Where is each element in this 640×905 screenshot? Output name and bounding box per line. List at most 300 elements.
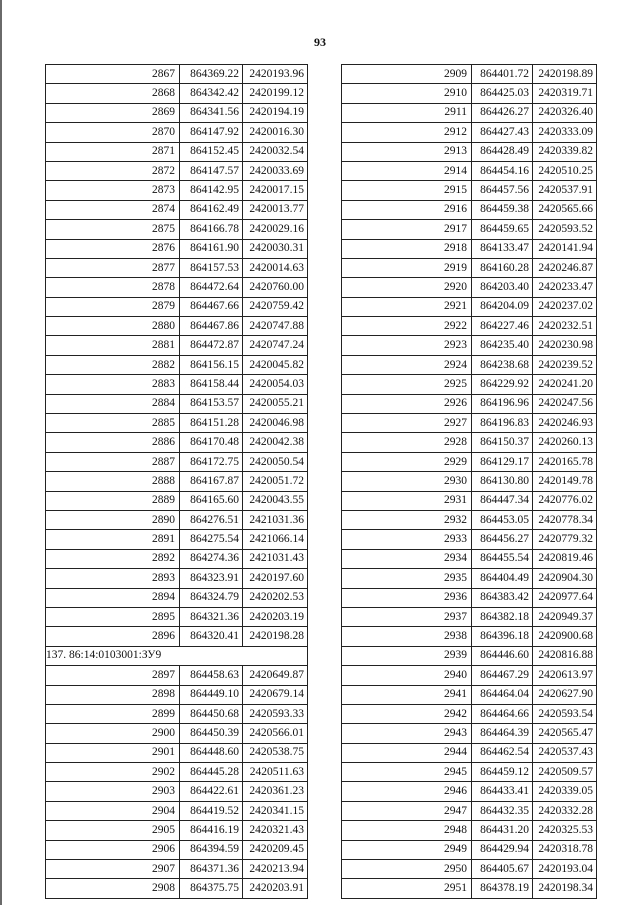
- coordinates-table-right: [341, 64, 597, 899]
- point-number-cell: 2937: [342, 607, 472, 626]
- point-number-cell: 2917: [342, 220, 472, 239]
- coordinates-table-left-body: [46, 65, 308, 899]
- y-coordinate-cell: 2420332.28: [533, 801, 597, 820]
- x-coordinate-cell: 864426.27: [472, 103, 533, 122]
- point-number-cell: 2902: [46, 763, 180, 782]
- y-coordinate-cell: 2420198.28: [243, 627, 308, 646]
- table-row: [342, 123, 597, 142]
- y-coordinate-cell: 2420904.30: [533, 569, 597, 588]
- y-coordinate-cell: 2420198.89: [533, 65, 597, 84]
- point-number-cell: 2938: [342, 627, 472, 646]
- y-coordinate-cell: 2420194.19: [243, 103, 308, 122]
- y-coordinate-cell: 2420325.53: [533, 821, 597, 840]
- coordinates-table-left: [45, 64, 308, 899]
- table-row: [342, 530, 597, 549]
- table-row: [46, 510, 308, 529]
- y-coordinate-cell: 2420247.56: [533, 394, 597, 413]
- x-coordinate-cell: 864431.20: [472, 821, 533, 840]
- table-row: [342, 821, 597, 840]
- table-row: [46, 297, 308, 316]
- table-row: [46, 704, 308, 723]
- x-coordinate-cell: 864276.51: [180, 510, 243, 529]
- y-coordinate-cell: 2420538.75: [243, 743, 308, 762]
- point-number-cell: 2894: [46, 588, 180, 607]
- point-number-cell: 2883: [46, 375, 180, 394]
- x-coordinate-cell: 864457.56: [472, 181, 533, 200]
- table-row: [342, 65, 597, 84]
- y-coordinate-cell: 2420679.14: [243, 685, 308, 704]
- point-number-cell: 2918: [342, 239, 472, 258]
- y-coordinate-cell: 2420209.45: [243, 840, 308, 859]
- point-number-cell: 2891: [46, 530, 180, 549]
- y-coordinate-cell: 2420141.94: [533, 239, 597, 258]
- point-number-cell: 2921: [342, 297, 472, 316]
- table-row: [46, 161, 308, 180]
- y-coordinate-cell: 2420341.15: [243, 801, 308, 820]
- page-edge-line: [0, 0, 2, 905]
- point-number-cell: 2875: [46, 220, 180, 239]
- point-number-cell: 2886: [46, 433, 180, 452]
- table-row: [342, 685, 597, 704]
- point-number-cell: 2912: [342, 123, 472, 142]
- table-row: [342, 510, 597, 529]
- y-coordinate-cell: 2420779.32: [533, 530, 597, 549]
- table-row: [46, 588, 308, 607]
- x-coordinate-cell: 864323.91: [180, 569, 243, 588]
- table-row: [46, 666, 308, 685]
- y-coordinate-cell: 2421031.36: [243, 510, 308, 529]
- point-number-cell: 2896: [46, 627, 180, 646]
- point-number-cell: 2948: [342, 821, 472, 840]
- x-coordinate-cell: 864453.05: [472, 510, 533, 529]
- y-coordinate-cell: 2420213.94: [243, 860, 308, 879]
- y-coordinate-cell: 2420033.69: [243, 161, 308, 180]
- table-row: [342, 860, 597, 879]
- point-number-cell: 2872: [46, 161, 180, 180]
- point-number-cell: 2942: [342, 704, 472, 723]
- table-row: [342, 239, 597, 258]
- y-coordinate-cell: 2420149.78: [533, 472, 597, 491]
- point-number-cell: 2927: [342, 414, 472, 433]
- x-coordinate-cell: 864161.90: [180, 239, 243, 258]
- point-number-cell: 2941: [342, 685, 472, 704]
- x-coordinate-cell: 864166.78: [180, 220, 243, 239]
- point-number-cell: 2870: [46, 123, 180, 142]
- table-row: [46, 394, 308, 413]
- x-coordinate-cell: 864404.49: [472, 569, 533, 588]
- table-row: [342, 278, 597, 297]
- x-coordinate-cell: 864429.94: [472, 840, 533, 859]
- table-row: [342, 724, 597, 743]
- x-coordinate-cell: 864467.86: [180, 317, 243, 336]
- x-coordinate-cell: 864375.75: [180, 879, 243, 898]
- y-coordinate-cell: 2420246.87: [533, 258, 597, 277]
- x-coordinate-cell: 864456.27: [472, 530, 533, 549]
- point-number-cell: 2943: [342, 724, 472, 743]
- y-coordinate-cell: 2420339.05: [533, 782, 597, 801]
- table-row: [46, 821, 308, 840]
- point-number-cell: 2898: [46, 685, 180, 704]
- table-row: [342, 355, 597, 374]
- point-number-cell: 2928: [342, 433, 472, 452]
- x-coordinate-cell: 864162.49: [180, 200, 243, 219]
- table-row: [46, 278, 308, 297]
- x-coordinate-cell: 864196.83: [472, 414, 533, 433]
- table-row: [46, 549, 308, 568]
- point-number-cell: 2915: [342, 181, 472, 200]
- table-row: [342, 569, 597, 588]
- x-coordinate-cell: 864432.35: [472, 801, 533, 820]
- table-row: [46, 200, 308, 219]
- x-coordinate-cell: 864320.41: [180, 627, 243, 646]
- y-coordinate-cell: 2420565.66: [533, 200, 597, 219]
- x-coordinate-cell: 864472.64: [180, 278, 243, 297]
- point-number-cell: 2944: [342, 743, 472, 762]
- x-coordinate-cell: 864371.36: [180, 860, 243, 879]
- table-row: [342, 161, 597, 180]
- table-row: [342, 336, 597, 355]
- table-row: [46, 530, 308, 549]
- x-coordinate-cell: 864235.40: [472, 336, 533, 355]
- point-number-cell: 2878: [46, 278, 180, 297]
- y-coordinate-cell: 2420241.20: [533, 375, 597, 394]
- table-row: [46, 879, 308, 898]
- x-coordinate-cell: 864275.54: [180, 530, 243, 549]
- point-number-cell: 2867: [46, 65, 180, 84]
- x-coordinate-cell: 864401.72: [472, 65, 533, 84]
- y-coordinate-cell: 2421031.43: [243, 549, 308, 568]
- point-number-cell: 2873: [46, 181, 180, 200]
- x-coordinate-cell: 864459.12: [472, 763, 533, 782]
- y-coordinate-cell: 2420198.34: [533, 879, 597, 898]
- y-coordinate-cell: 2420232.51: [533, 317, 597, 336]
- table-row: [46, 65, 308, 84]
- table-row: [46, 103, 308, 122]
- x-coordinate-cell: 864196.96: [472, 394, 533, 413]
- table-row: [342, 782, 597, 801]
- x-coordinate-cell: 864446.60: [472, 646, 533, 665]
- x-coordinate-cell: 864467.29: [472, 666, 533, 685]
- point-number-cell: 2908: [46, 879, 180, 898]
- table-row: [46, 491, 308, 510]
- point-number-cell: 2906: [46, 840, 180, 859]
- x-coordinate-cell: 864165.60: [180, 491, 243, 510]
- point-number-cell: 2892: [46, 549, 180, 568]
- point-number-cell: 2946: [342, 782, 472, 801]
- y-coordinate-cell: 2420760.00: [243, 278, 308, 297]
- point-number-cell: 2913: [342, 142, 472, 161]
- y-coordinate-cell: 2420816.88: [533, 646, 597, 665]
- x-coordinate-cell: 864422.61: [180, 782, 243, 801]
- y-coordinate-cell: 2420900.68: [533, 627, 597, 646]
- point-number-cell: 2924: [342, 355, 472, 374]
- table-row: [342, 549, 597, 568]
- table-row: [342, 452, 597, 471]
- y-coordinate-cell: 2420339.82: [533, 142, 597, 161]
- y-coordinate-cell: 2420202.53: [243, 588, 308, 607]
- point-number-cell: 2874: [46, 200, 180, 219]
- coordinates-table-right-body: [342, 65, 597, 899]
- point-number-cell: 2950: [342, 860, 472, 879]
- table-row: [46, 607, 308, 626]
- y-coordinate-cell: 2420627.90: [533, 685, 597, 704]
- x-coordinate-cell: 864472.87: [180, 336, 243, 355]
- y-coordinate-cell: 2420013.77: [243, 200, 308, 219]
- point-number-cell: 2868: [46, 84, 180, 103]
- table-row: [342, 258, 597, 277]
- y-coordinate-cell: 2420566.01: [243, 724, 308, 743]
- y-coordinate-cell: 2420759.42: [243, 297, 308, 316]
- y-coordinate-cell: 2420318.78: [533, 840, 597, 859]
- point-number-cell: 2879: [46, 297, 180, 316]
- table-row: [46, 627, 308, 646]
- table-row: [342, 472, 597, 491]
- y-coordinate-cell: 2420509.57: [533, 763, 597, 782]
- table-row: [342, 801, 597, 820]
- point-number-cell: 2926: [342, 394, 472, 413]
- x-coordinate-cell: 864459.38: [472, 200, 533, 219]
- y-coordinate-cell: 2420778.34: [533, 510, 597, 529]
- x-coordinate-cell: 864425.03: [472, 84, 533, 103]
- y-coordinate-cell: 2420537.91: [533, 181, 597, 200]
- point-number-cell: 2939: [342, 646, 472, 665]
- x-coordinate-cell: 864133.47: [472, 239, 533, 258]
- point-number-cell: 2932: [342, 510, 472, 529]
- y-coordinate-cell: 2420819.46: [533, 549, 597, 568]
- y-coordinate-cell: 2420051.72: [243, 472, 308, 491]
- x-coordinate-cell: 864447.34: [472, 491, 533, 510]
- y-coordinate-cell: 2420233.47: [533, 278, 597, 297]
- x-coordinate-cell: 864382.18: [472, 607, 533, 626]
- table-row: [342, 704, 597, 723]
- y-coordinate-cell: 2420246.93: [533, 414, 597, 433]
- y-coordinate-cell: 2420747.88: [243, 317, 308, 336]
- table-row: [342, 607, 597, 626]
- point-number-cell: 2877: [46, 258, 180, 277]
- table-row: [342, 666, 597, 685]
- table-row: [46, 239, 308, 258]
- table-row: [342, 84, 597, 103]
- point-number-cell: 2899: [46, 704, 180, 723]
- y-coordinate-cell: 2420511.63: [243, 763, 308, 782]
- y-coordinate-cell: 2420017.15: [243, 181, 308, 200]
- table-row: [46, 220, 308, 239]
- point-number-cell: 2935: [342, 569, 472, 588]
- x-coordinate-cell: 864160.28: [472, 258, 533, 277]
- table-row: [46, 414, 308, 433]
- y-coordinate-cell: 2420054.03: [243, 375, 308, 394]
- x-coordinate-cell: 864238.68: [472, 355, 533, 374]
- y-coordinate-cell: 2420593.52: [533, 220, 597, 239]
- point-number-cell: 2900: [46, 724, 180, 743]
- x-coordinate-cell: 864378.19: [472, 879, 533, 898]
- x-coordinate-cell: 864464.39: [472, 724, 533, 743]
- parcel-group-label: 137. 86:14:0103001:ЗУ9: [46, 646, 308, 665]
- x-coordinate-cell: 864227.46: [472, 317, 533, 336]
- point-number-cell: 2903: [46, 782, 180, 801]
- x-coordinate-cell: 864427.43: [472, 123, 533, 142]
- x-coordinate-cell: 864170.48: [180, 433, 243, 452]
- x-coordinate-cell: 864428.49: [472, 142, 533, 161]
- table-row: [46, 258, 308, 277]
- point-number-cell: 2889: [46, 491, 180, 510]
- point-number-cell: 2893: [46, 569, 180, 588]
- table-row: [342, 375, 597, 394]
- table-row: [342, 491, 597, 510]
- y-coordinate-cell: 2420593.33: [243, 704, 308, 723]
- table-row: [342, 433, 597, 452]
- point-number-cell: 2881: [46, 336, 180, 355]
- x-coordinate-cell: 864462.54: [472, 743, 533, 762]
- table-row: [46, 355, 308, 374]
- point-number-cell: 2907: [46, 860, 180, 879]
- point-number-cell: 2888: [46, 472, 180, 491]
- table-row: [46, 84, 308, 103]
- x-coordinate-cell: 864341.56: [180, 103, 243, 122]
- table-row: [342, 646, 597, 665]
- y-coordinate-cell: 2420045.82: [243, 355, 308, 374]
- point-number-cell: 2911: [342, 103, 472, 122]
- point-number-cell: 2920: [342, 278, 472, 297]
- table-row: [342, 763, 597, 782]
- point-number-cell: 2947: [342, 801, 472, 820]
- x-coordinate-cell: 864464.04: [472, 685, 533, 704]
- point-number-cell: 2887: [46, 452, 180, 471]
- x-coordinate-cell: 864449.10: [180, 685, 243, 704]
- x-coordinate-cell: 864458.63: [180, 666, 243, 685]
- point-number-cell: 2951: [342, 879, 472, 898]
- table-row: [46, 763, 308, 782]
- point-number-cell: 2905: [46, 821, 180, 840]
- y-coordinate-cell: 2420030.31: [243, 239, 308, 258]
- x-coordinate-cell: 864156.15: [180, 355, 243, 374]
- x-coordinate-cell: 864342.42: [180, 84, 243, 103]
- x-coordinate-cell: 864433.41: [472, 782, 533, 801]
- y-coordinate-cell: 2420197.60: [243, 569, 308, 588]
- x-coordinate-cell: 864464.66: [472, 704, 533, 723]
- table-row: [46, 801, 308, 820]
- y-coordinate-cell: 2420613.97: [533, 666, 597, 685]
- table-row: [342, 588, 597, 607]
- x-coordinate-cell: 864130.80: [472, 472, 533, 491]
- table-row: [46, 860, 308, 879]
- x-coordinate-cell: 864454.16: [472, 161, 533, 180]
- x-coordinate-cell: 864448.60: [180, 743, 243, 762]
- point-number-cell: 2919: [342, 258, 472, 277]
- point-number-cell: 2945: [342, 763, 472, 782]
- point-number-cell: 2940: [342, 666, 472, 685]
- table-row: [342, 840, 597, 859]
- y-coordinate-cell: 2420333.09: [533, 123, 597, 142]
- x-coordinate-cell: 864157.53: [180, 258, 243, 277]
- table-row: [46, 840, 308, 859]
- x-coordinate-cell: 864396.18: [472, 627, 533, 646]
- x-coordinate-cell: 864172.75: [180, 452, 243, 471]
- x-coordinate-cell: 864152.45: [180, 142, 243, 161]
- y-coordinate-cell: 2420203.19: [243, 607, 308, 626]
- point-number-cell: 2882: [46, 355, 180, 374]
- x-coordinate-cell: 864203.40: [472, 278, 533, 297]
- table-row: [46, 336, 308, 355]
- x-coordinate-cell: 864383.42: [472, 588, 533, 607]
- x-coordinate-cell: 864158.44: [180, 375, 243, 394]
- point-number-cell: 2933: [342, 530, 472, 549]
- table-row: [342, 220, 597, 239]
- y-coordinate-cell: 2420537.43: [533, 743, 597, 762]
- point-number-cell: 2897: [46, 666, 180, 685]
- table-row: [46, 472, 308, 491]
- x-coordinate-cell: 864147.57: [180, 161, 243, 180]
- point-number-cell: 2922: [342, 317, 472, 336]
- y-coordinate-cell: 2420239.52: [533, 355, 597, 374]
- point-number-cell: 2885: [46, 414, 180, 433]
- point-number-cell: 2871: [46, 142, 180, 161]
- table-row: [342, 142, 597, 161]
- y-coordinate-cell: 2420199.12: [243, 84, 308, 103]
- y-coordinate-cell: 2420042.38: [243, 433, 308, 452]
- x-coordinate-cell: 864151.28: [180, 414, 243, 433]
- x-coordinate-cell: 864369.22: [180, 65, 243, 84]
- page-number: 93: [314, 35, 326, 49]
- y-coordinate-cell: 2420776.02: [533, 491, 597, 510]
- table-row: [46, 685, 308, 704]
- y-coordinate-cell: 2420510.25: [533, 161, 597, 180]
- x-coordinate-cell: 864450.68: [180, 704, 243, 723]
- table-row: [342, 743, 597, 762]
- point-number-cell: 2934: [342, 549, 472, 568]
- parcel-group-row: [46, 646, 308, 665]
- table-row: [342, 394, 597, 413]
- table-row: [46, 317, 308, 336]
- table-row: [342, 627, 597, 646]
- table-row: [342, 879, 597, 898]
- y-coordinate-cell: 2420747.24: [243, 336, 308, 355]
- y-coordinate-cell: 2420565.47: [533, 724, 597, 743]
- point-number-cell: 2916: [342, 200, 472, 219]
- y-coordinate-cell: 2420032.54: [243, 142, 308, 161]
- table-row: [342, 181, 597, 200]
- point-number-cell: 2895: [46, 607, 180, 626]
- point-number-cell: 2949: [342, 840, 472, 859]
- y-coordinate-cell: 2420977.64: [533, 588, 597, 607]
- y-coordinate-cell: 2420649.87: [243, 666, 308, 685]
- point-number-cell: 2910: [342, 84, 472, 103]
- table-row: [46, 181, 308, 200]
- x-coordinate-cell: 864129.17: [472, 452, 533, 471]
- y-coordinate-cell: 2420203.91: [243, 879, 308, 898]
- y-coordinate-cell: 2420949.37: [533, 607, 597, 626]
- point-number-cell: 2925: [342, 375, 472, 394]
- table-row: [342, 317, 597, 336]
- x-coordinate-cell: 864450.39: [180, 724, 243, 743]
- point-number-cell: 2890: [46, 510, 180, 529]
- point-number-cell: 2869: [46, 103, 180, 122]
- point-number-cell: 2876: [46, 239, 180, 258]
- y-coordinate-cell: 2420043.55: [243, 491, 308, 510]
- x-coordinate-cell: 864204.09: [472, 297, 533, 316]
- y-coordinate-cell: 2420593.54: [533, 704, 597, 723]
- x-coordinate-cell: 864394.59: [180, 840, 243, 859]
- y-coordinate-cell: 2420193.96: [243, 65, 308, 84]
- x-coordinate-cell: 864405.67: [472, 860, 533, 879]
- table-row: [46, 569, 308, 588]
- table-row: [46, 433, 308, 452]
- table-row: [342, 103, 597, 122]
- x-coordinate-cell: 864467.66: [180, 297, 243, 316]
- y-coordinate-cell: 2420046.98: [243, 414, 308, 433]
- table-row: [46, 782, 308, 801]
- table-row: [46, 743, 308, 762]
